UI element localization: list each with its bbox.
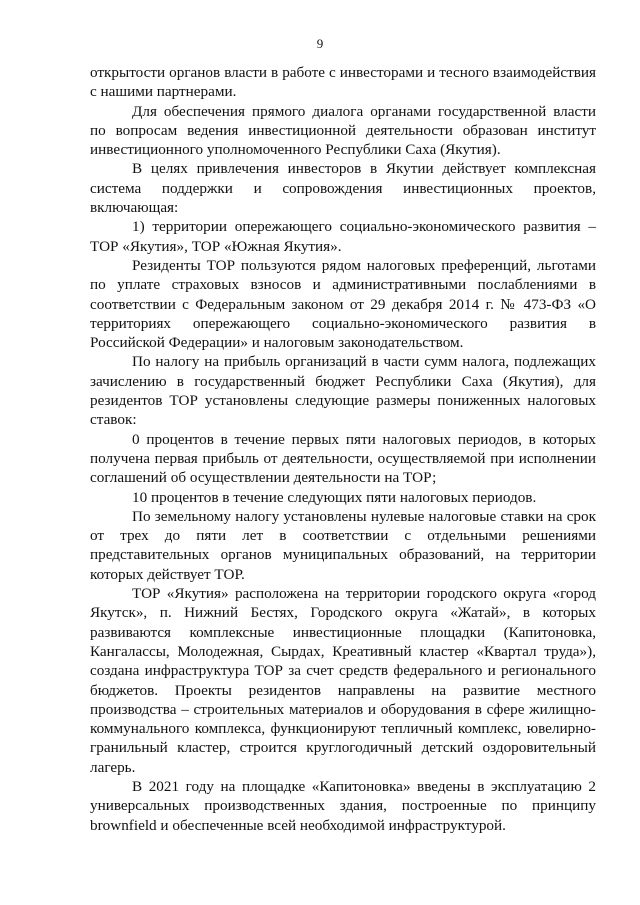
page-number: 9 [316,36,324,51]
paragraph-continuation: открытости органов власти в работе с инвесторами и тесного взаимодействия с нашими партнерами. [90,64,596,101]
paragraph-profit-tax: По налогу на прибыль организаций в части сумм налога, подлежащих зачислению в государственный бюджет Республики Саха (Якутия), для резидентов ТОР установлены следующие размеры пониженных налоговых ставок: [90,353,596,429]
paragraph-ten-percent: 10 процентов в течение следующих пяти налоговых периодов. [132,488,537,506]
paragraph-tor-residents: Резиденты ТОР пользуются рядом налоговых преференций, льготами по уплате страховых взносов и административными послаблениями в соответствии с Федеральным законом от 29 декабря 2014 г. № 473-ФЗ «О территориях опережающего социально-экономического развития в Российской Федерации» и налоговым законодательством. [90,256,596,352]
paragraph-investment-ombudsman: Для обеспечения прямого диалога органами государственной власти по вопросам ведения инвестиционной деятельности образован институт инвестиционного уполномоченного Республики Саха (Якутия). [90,102,596,159]
paragraph-kapitonovka: В 2021 году на площадке «Капитоновка» введены в эксплуатацию 2 универсальных производственных здания, построенные по принципу brownfield и обеспеченные всей необходимой инфраструктурой. [90,777,596,834]
paragraph-zero-percent: 0 процентов в течение первых пяти налоговых периодов, в которых получена первая прибыль от деятельности, осуществляемой при исполнении соглашений об осуществлении деятельности на ТОР; [90,430,596,487]
paragraph-support-system: В целях привлечения инвесторов в Якутии действует комплексная система поддержки и сопровождения инвестиционных проектов, включающая: [90,160,596,217]
paragraph-land-tax: По земельному налогу установлены нулевые налоговые ставки на срок от трех до пяти лет в соответствии с отдельными решениями представительных органов муниципальных образований, на территории которых действует ТОР. [90,507,596,583]
paragraph-list-item-1: 1) территории опережающего социально-экономического развития – ТОР «Якутия», ТОР «Южная Якутия». [90,218,596,255]
paragraph-tor-yakutia: ТОР «Якутия» расположена на территории городского округа «город Якутск», п. Нижний Бестях, Городского округа «Жатай», в которых развиваются комплексные инвестиционные площадки (Капитоновка, Кангалассы, Молодежная, Сырдах, Креативный кластер «Квартал труда»), создана инфраструктура ТОР за счет средств федерального и регионального бюджетов. Проекты резидентов направлены на развитие местного производства – строительных материалов и оборудования в сфере жилищно-коммунального комплекса, функционируют тепличный комплекс, ювелирно-гранильный кластер, строится круглогодичный детский оздоровительный лагерь. [90,585,596,776]
document-body [90,63,596,835]
